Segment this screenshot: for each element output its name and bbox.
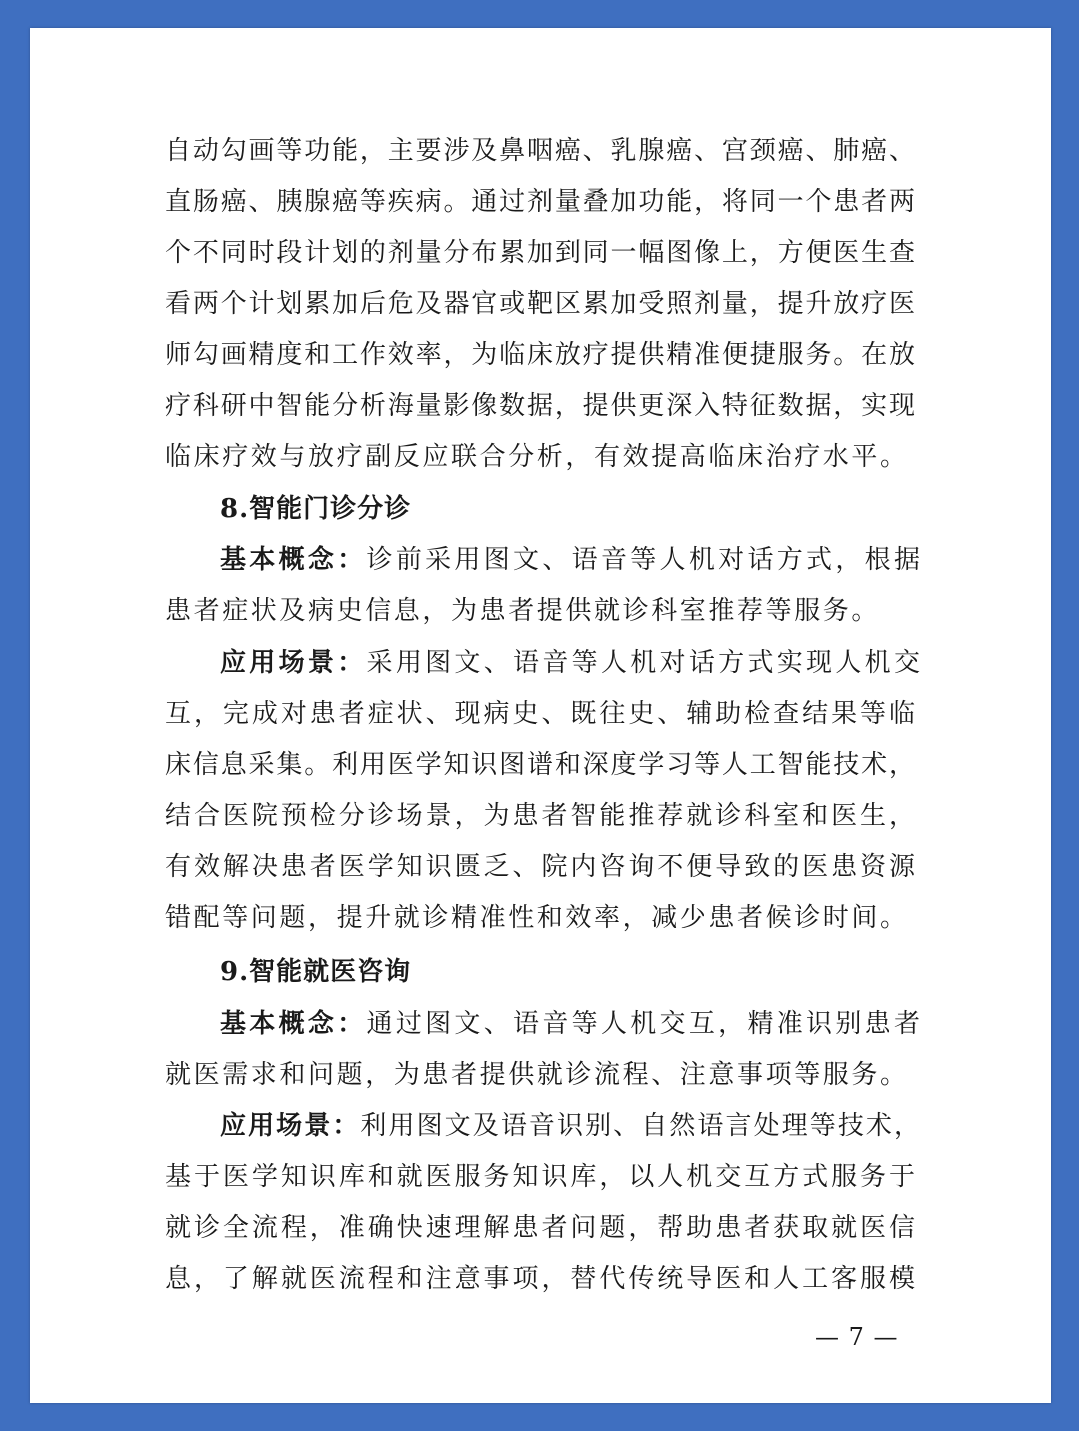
scenario-line: [220, 645, 920, 681]
section-heading-9: 9.智能就医咨询: [220, 957, 412, 987]
text-line: 个不同时段计划的剂量分布累加到同一幅图像上，方便医生查: [165, 238, 915, 268]
section-heading-8: 8.智能门诊分诊: [220, 494, 412, 524]
concept-label: 基本概念：: [220, 545, 367, 575]
concept-text: 诊前采用图文、语音等人机对话方式，根据: [366, 545, 920, 575]
text-line: 就医需求和问题，为患者提供就诊流程、注意事项等服务。: [165, 1060, 909, 1090]
document-page: [30, 28, 1051, 1403]
concept-line: [220, 1006, 920, 1042]
concept-line: [220, 542, 920, 578]
text-line: 错配等问题，提升就诊精准性和效率，减少患者候诊时间。: [165, 903, 909, 933]
concept-text: 通过图文、语音等人机交互，精准识别患者: [366, 1009, 920, 1039]
scenario-line: [220, 1108, 920, 1144]
text-line: 患者症状及病史信息，为患者提供就诊科室推荐等服务。: [165, 596, 881, 626]
scenario-label: 应用场景：: [220, 648, 367, 678]
scenario-text: 利用图文及语音识别、自然语言处理等技术，: [360, 1111, 920, 1141]
text-line: 基于医学知识库和就医服务知识库，以人机交互方式服务于: [165, 1162, 915, 1192]
text-line: 自动勾画等功能，主要涉及鼻咽癌、乳腺癌、宫颈癌、肺癌、: [165, 136, 915, 166]
text-line: 床信息采集。利用医学知识图谱和深度学习等人工智能技术，: [165, 750, 915, 780]
text-line: 师勾画精度和工作效率，为临床放疗提供精准便捷服务。在放: [165, 340, 915, 370]
text-line: 息，了解就医流程和注意事项，替代传统导医和人工客服模: [165, 1264, 915, 1294]
text-line: 有效解决患者医学知识匮乏、院内咨询不便导致的医患资源: [165, 852, 915, 882]
text-line: 看两个计划累加后危及器官或靶区累加受照剂量，提升放疗医: [165, 289, 915, 319]
scenario-text: 采用图文、语音等人机对话方式实现人机交: [366, 648, 920, 678]
concept-label: 基本概念：: [220, 1009, 367, 1039]
text-line: 临床疗效与放疗副反应联合分析，有效提高临床治疗水平。: [165, 442, 909, 472]
text-line: 互，完成对患者症状、现病史、既往史、辅助检查结果等临: [165, 699, 915, 729]
text-line: 疗科研中智能分析海量影像数据，提供更深入特征数据，实现: [165, 391, 915, 421]
text-line: 直肠癌、胰腺癌等疾病。通过剂量叠加功能，将同一个患者两: [165, 187, 915, 217]
scenario-label: 应用场景：: [220, 1111, 361, 1141]
text-line: 就诊全流程，准确快速理解患者问题，帮助患者获取就医信: [165, 1213, 915, 1243]
text-line: 结合医院预检分诊场景，为患者智能推荐就诊科室和医生，: [165, 801, 915, 831]
page-number: — 7 —: [815, 1323, 899, 1351]
